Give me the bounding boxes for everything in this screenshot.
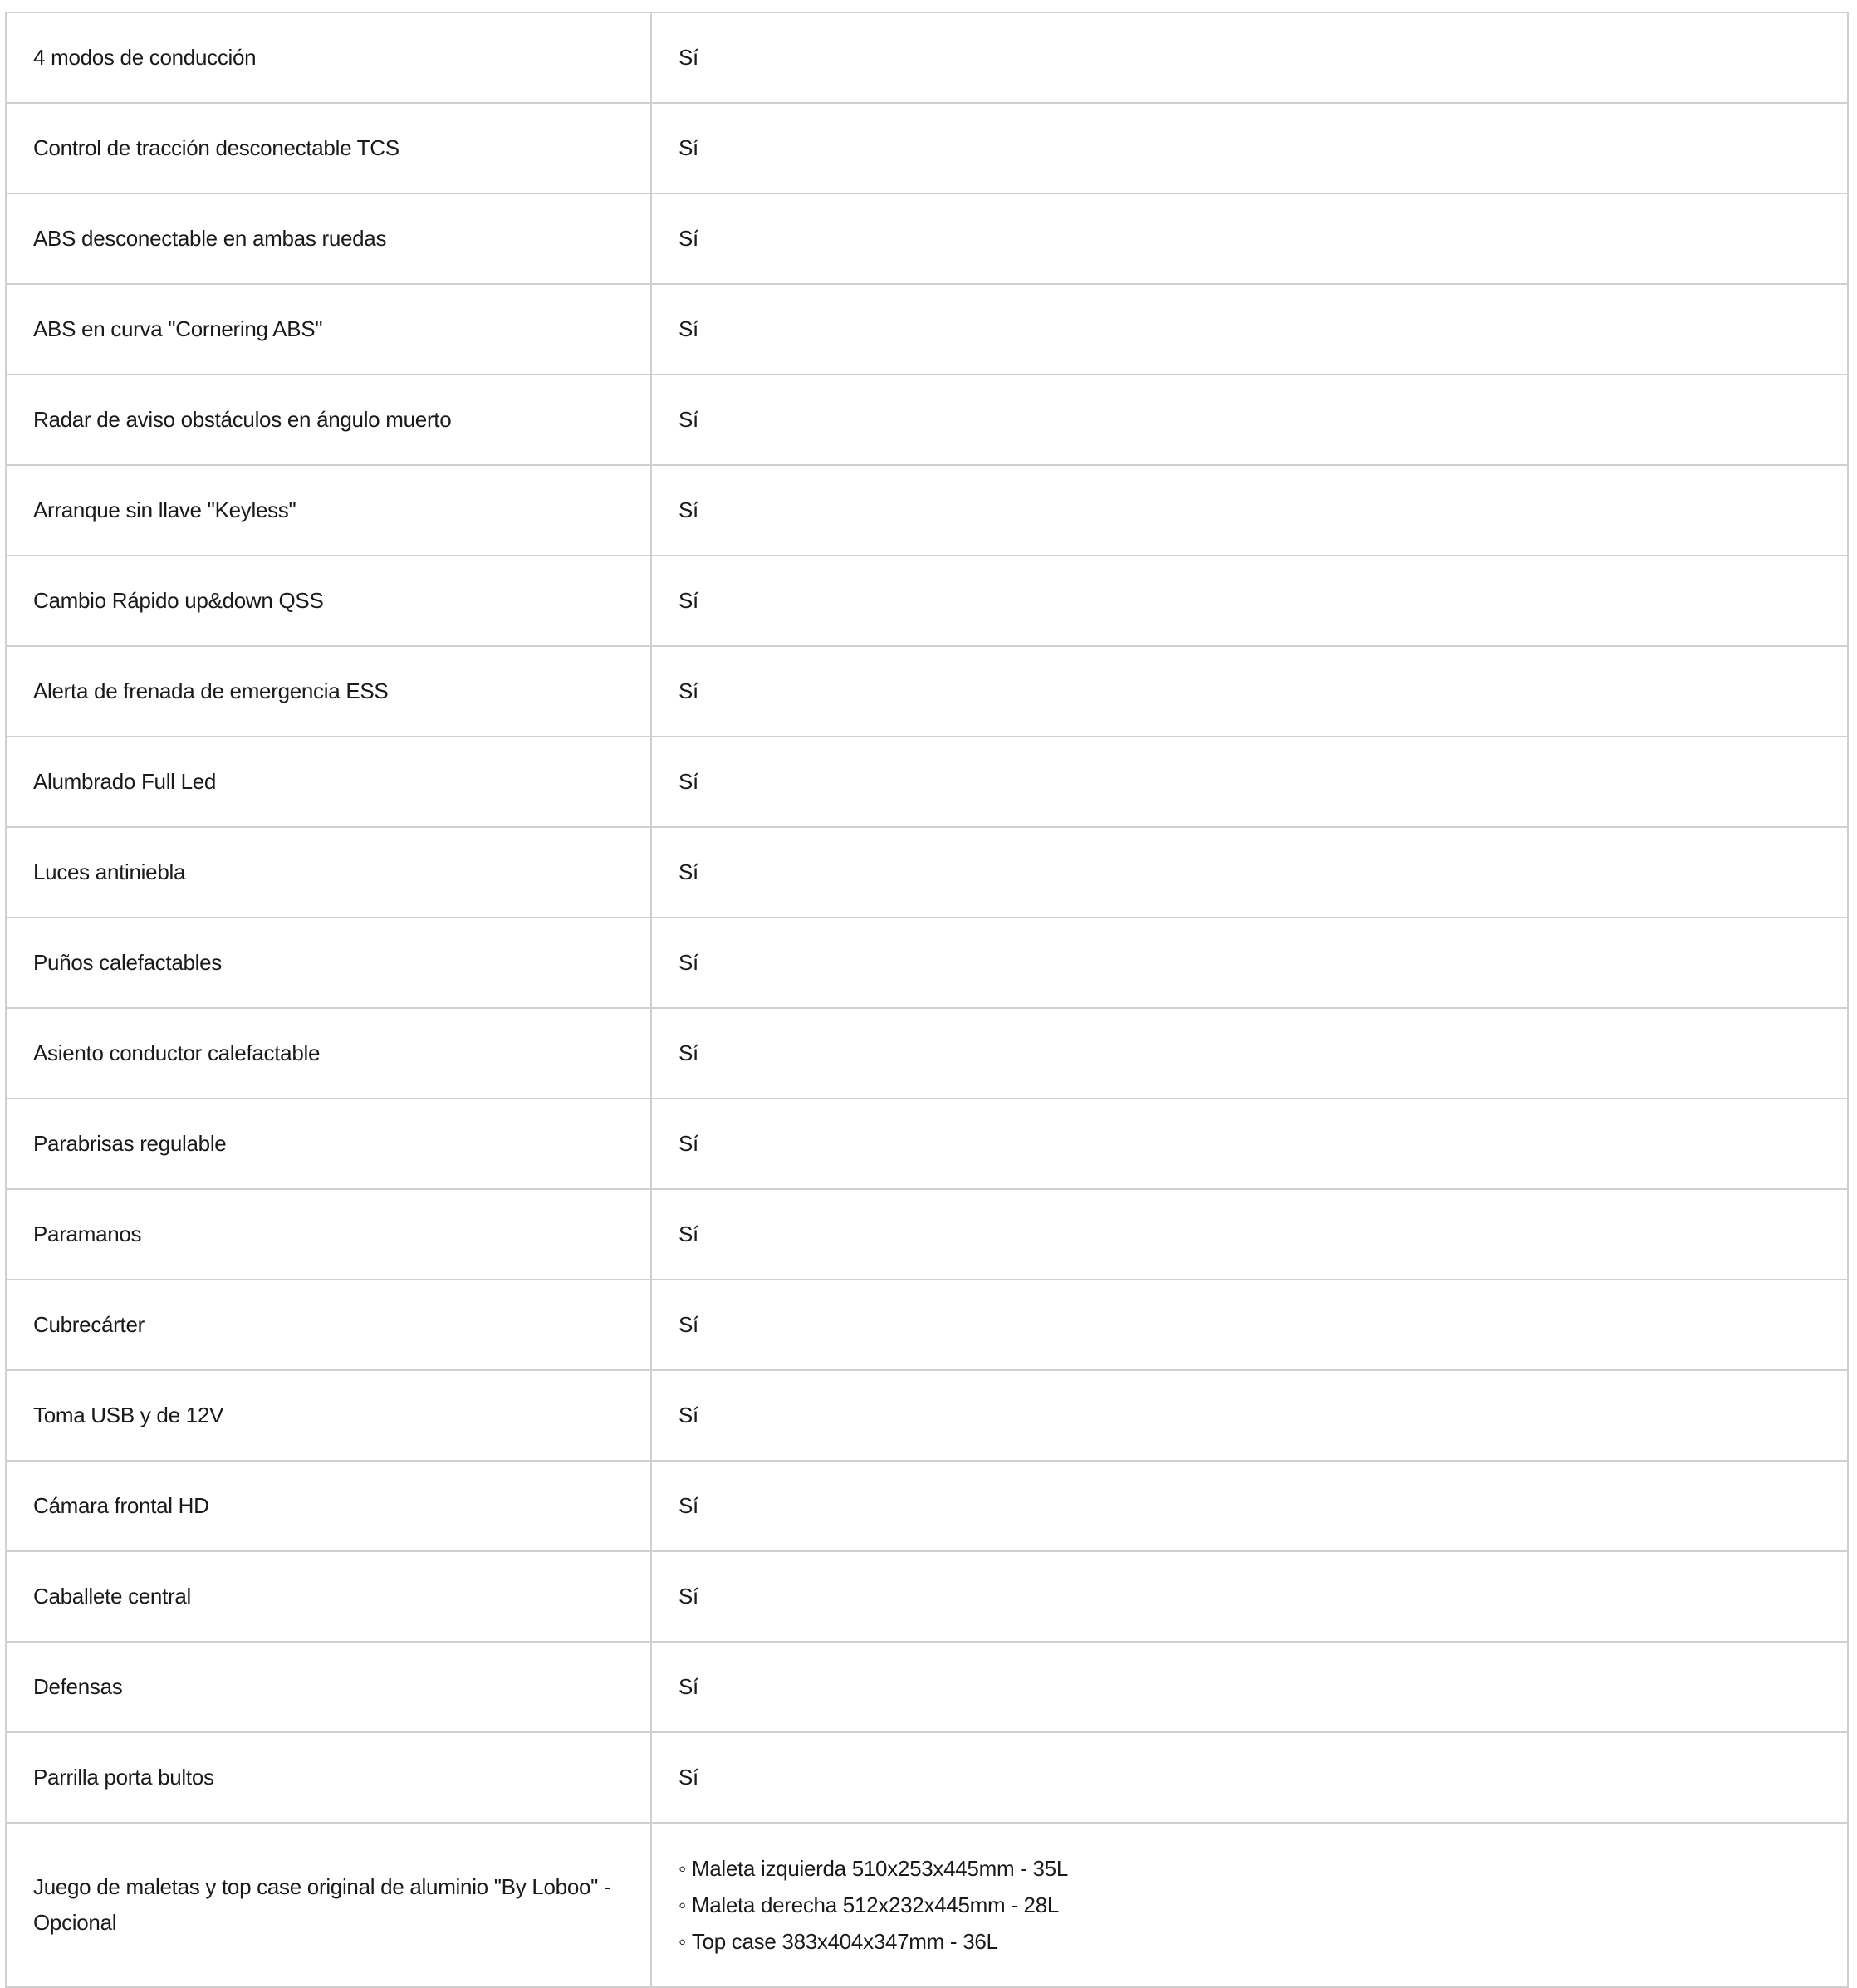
list-item: ◦ Maleta derecha 512x232x445mm - 28L: [679, 1887, 1820, 1923]
value-cell: Sí: [651, 1642, 1848, 1732]
value-cell: Sí: [651, 918, 1848, 1008]
table-row: [6, 737, 1848, 827]
table-row: [6, 465, 1848, 556]
feature-cell: Radar de aviso obstáculos en ángulo muerto: [6, 375, 651, 465]
table-row: [6, 1189, 1848, 1280]
table-row: [6, 1370, 1848, 1461]
table-row: [6, 918, 1848, 1008]
table-row: [6, 103, 1848, 193]
feature-cell: Parrilla porta bultos: [6, 1732, 651, 1823]
value-cell: Sí: [651, 375, 1848, 465]
value-cell: Sí: [651, 646, 1848, 737]
list-item: ◦ Top case 383x404x347mm - 36L: [679, 1923, 1820, 1960]
value-cell: Sí: [651, 827, 1848, 918]
value-cell: Sí: [651, 1189, 1848, 1280]
feature-cell: Alumbrado Full Led: [6, 737, 651, 827]
table-row: [6, 12, 1848, 103]
value-cell: Sí: [651, 12, 1848, 103]
table-row: [6, 556, 1848, 646]
table-row: [6, 1099, 1848, 1189]
table-row: [6, 193, 1848, 284]
specs-table-body: [6, 12, 1848, 1987]
feature-cell: Juego de maletas y top case original de aluminio "By Loboo" - Opcional: [6, 1823, 651, 1987]
value-cell: Sí: [651, 193, 1848, 284]
feature-cell: Defensas: [6, 1642, 651, 1732]
table-row: [6, 1280, 1848, 1370]
feature-cell: Asiento conductor calefactable: [6, 1008, 651, 1099]
value-cell: Sí: [651, 556, 1848, 646]
table-row: [6, 827, 1848, 918]
value-cell: Sí: [651, 1280, 1848, 1370]
feature-cell: Toma USB y de 12V: [6, 1370, 651, 1461]
feature-cell: ABS desconectable en ambas ruedas: [6, 193, 651, 284]
value-cell: Sí: [651, 1551, 1848, 1642]
feature-cell: Paramanos: [6, 1189, 651, 1280]
value-cell: Sí: [651, 1099, 1848, 1189]
feature-cell: Puños calefactables: [6, 918, 651, 1008]
value-cell: Sí: [651, 465, 1848, 556]
feature-cell: Cámara frontal HD: [6, 1461, 651, 1551]
value-cell: Sí: [651, 103, 1848, 193]
table-row: [6, 375, 1848, 465]
feature-cell: Caballete central: [6, 1551, 651, 1642]
table-row: [6, 646, 1848, 737]
table-row: [6, 284, 1848, 375]
feature-cell: Parabrisas regulable: [6, 1099, 651, 1189]
feature-cell: ABS en curva "Cornering ABS": [6, 284, 651, 375]
value-cell: Sí: [651, 737, 1848, 827]
table-row: [6, 1732, 1848, 1823]
value-cell: Sí: [651, 1732, 1848, 1823]
value-cell: Sí: [651, 1461, 1848, 1551]
table-row: [6, 1008, 1848, 1099]
value-cell: Sí: [651, 1370, 1848, 1461]
table-row: [6, 1642, 1848, 1732]
luggage-options-list: [679, 1850, 1820, 1960]
feature-cell: Control de tracción desconectable TCS: [6, 103, 651, 193]
value-cell: Sí: [651, 1008, 1848, 1099]
table-row-luggage: [6, 1823, 1848, 1987]
feature-cell: Arranque sin llave "Keyless": [6, 465, 651, 556]
value-cell: Sí: [651, 284, 1848, 375]
feature-cell: Luces antiniebla: [6, 827, 651, 918]
table-row: [6, 1461, 1848, 1551]
feature-cell: Cambio Rápido up&down QSS: [6, 556, 651, 646]
value-cell-list: [651, 1823, 1848, 1987]
list-item: ◦ Maleta izquierda 510x253x445mm - 35L: [679, 1850, 1820, 1887]
feature-cell: Cubrecárter: [6, 1280, 651, 1370]
table-row: [6, 1551, 1848, 1642]
feature-cell: Alerta de frenada de emergencia ESS: [6, 646, 651, 737]
feature-cell: 4 modos de conducción: [6, 12, 651, 103]
specs-table: [5, 12, 1849, 1988]
